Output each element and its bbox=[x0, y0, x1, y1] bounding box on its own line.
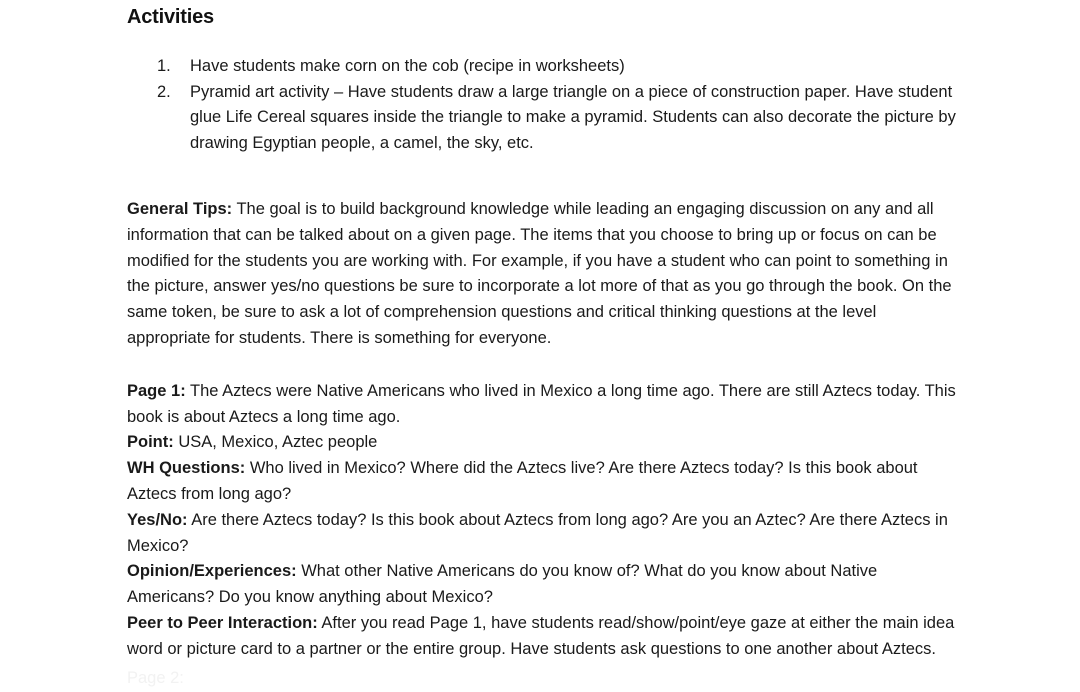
yes-no-label: Yes/No: bbox=[127, 510, 188, 529]
list-item bbox=[127, 80, 960, 157]
point-label: Point: bbox=[127, 433, 174, 452]
wh-questions-label: WH Questions: bbox=[127, 459, 246, 478]
wh-questions-text: Who lived in Mexico? Where did the Aztecs live? Are there Aztecs today? Is this book about Aztecs from long ago? bbox=[127, 459, 918, 503]
page-one-summary-line bbox=[127, 379, 960, 431]
point-line bbox=[127, 430, 960, 456]
list-item-text: Pyramid art activity – Have students draw a large triangle on a piece of construction paper. Have student glue Life Cereal squares inside the triangle to make a pyramid. Students can also decorate the picture by drawing Egyptian people, a camel, the sky, etc. bbox=[190, 82, 956, 152]
opinion-experiences-text: What other Native Americans do you know of? What do you know about Native Americans? Do you know anything about Mexico? bbox=[127, 562, 878, 607]
general-tips-paragraph bbox=[127, 197, 960, 352]
page-one-label: Page 1: bbox=[127, 381, 186, 400]
list-item-text: Have students make corn on the cob (recipe in worksheets) bbox=[190, 57, 625, 75]
peer-to-peer-line bbox=[127, 611, 960, 663]
point-text: USA, Mexico, Aztec people bbox=[173, 433, 378, 452]
opinion-experiences-label: Opinion/Experiences: bbox=[127, 562, 297, 581]
list-item-number: 1. bbox=[157, 57, 171, 75]
opinion-experiences-line bbox=[127, 559, 960, 611]
page-one-text: The Aztecs were Native Americans who lived in Mexico a long time ago. There are still Aztecs today. This book is about Aztecs a long time ago. bbox=[127, 381, 956, 426]
wh-questions-line bbox=[127, 456, 960, 508]
yes-no-line bbox=[127, 508, 960, 560]
activities-list bbox=[127, 54, 960, 156]
general-tips-label: General Tips: bbox=[127, 200, 233, 218]
peer-to-peer-text: After you read Page 1, have students read/show/point/eye gaze at either the main idea word or picture card to a partner or the entire group. Have students ask questions to one another about Aztecs. bbox=[127, 613, 955, 658]
general-tips-text: The goal is to build background knowledge while leading an engaging discussion on any and all information that can be talked about on a given page. The items that you choose to bring up or focus on can be modified for the students you are working with. For example, if you have a student who can point to something in the picture, answer yes/no questions be sure to incorporate a lot more of that as you go through the book. On the same token, be sure to ask a lot of comprehension questions and critical thinking questions at the level appropriate for students. There is something for everyone. bbox=[127, 200, 952, 347]
page-title: Activities bbox=[127, 6, 214, 28]
peer-to-peer-label: Peer to Peer Interaction: bbox=[127, 613, 318, 632]
list-item-number: 2. bbox=[157, 82, 171, 101]
clipped-next-section-text: Page 2: bbox=[127, 669, 184, 687]
activities-section bbox=[127, 54, 960, 156]
page-one-section bbox=[127, 379, 960, 663]
yes-no-text: Are there Aztecs today? Is this book about Aztecs from long ago? Are you an Aztec? Are there Aztecs in Mexico? bbox=[127, 510, 948, 555]
list-item bbox=[127, 54, 960, 80]
